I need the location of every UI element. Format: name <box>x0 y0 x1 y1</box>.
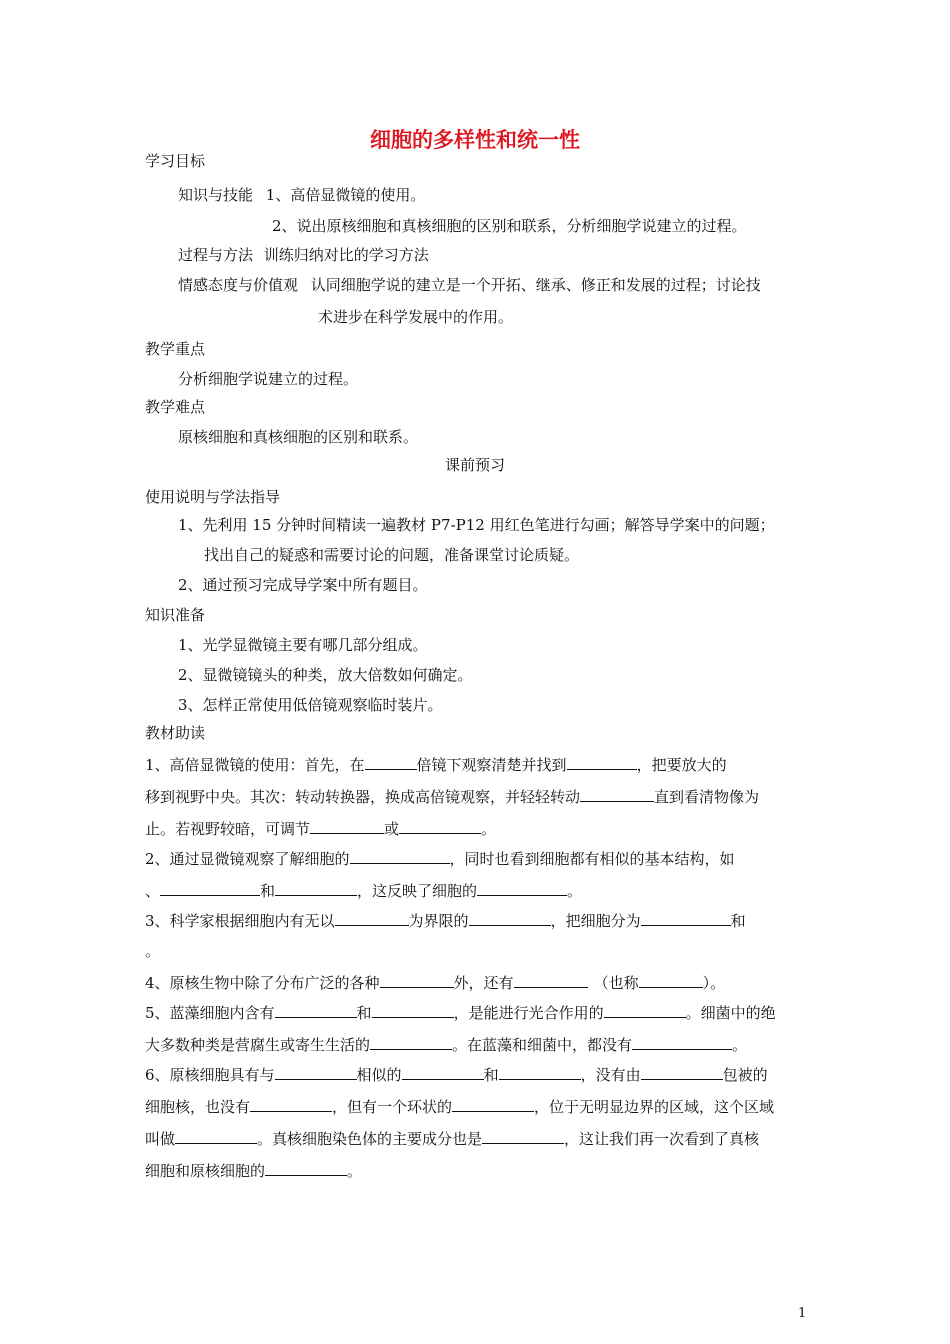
text-segment: 6、原核细胞具有与 <box>145 1066 275 1084</box>
text-segment: 1、高倍显微镜的使用：首先，在 <box>145 756 365 774</box>
usage-item-2: 2、通过预习完成导学案中所有题目。 <box>178 576 428 594</box>
fill-blank[interactable] <box>380 973 454 988</box>
difficulty-text: 原核细胞和真核细胞的区别和联系。 <box>178 428 419 446</box>
text-segment: ）。 <box>702 974 726 992</box>
text-segment: 4、原核生物中除了分布广泛的各种 <box>145 974 380 992</box>
reading-q6-line-3 <box>145 1128 759 1150</box>
reading-q3-line-1 <box>145 910 746 932</box>
text-segment: ，同时也看到细胞都有相似的基本结构，如 <box>449 850 735 868</box>
text-segment: 细胞核，也没有 <box>145 1098 251 1116</box>
fill-blank[interactable] <box>499 1065 581 1080</box>
fill-blank[interactable] <box>350 849 450 864</box>
text-segment: 和 <box>356 1004 372 1022</box>
text-segment: 。 <box>347 1162 363 1180</box>
text-segment: 移到视野中央。其次：转动转换器，换成高倍镜观察，并轻轻转动 <box>145 788 581 806</box>
fill-blank[interactable] <box>580 787 654 802</box>
reading-heading: 教材助读 <box>145 724 206 742</box>
reading-q1-line-3 <box>145 818 496 840</box>
fill-blank[interactable] <box>160 881 260 896</box>
text-segment: 5、蓝藻细胞内含有 <box>145 1004 275 1022</box>
objective-emotion-text-1: 认同细胞学说的建立是一个开拓、继承、修正和发展的过程；讨论技 <box>310 276 761 294</box>
objective-process-text: 训练归纳对比的学习方法 <box>263 246 429 264</box>
difficulty-heading: 教学难点 <box>145 398 206 416</box>
text-segment: 。 <box>732 1036 748 1054</box>
text-segment: 2、通过显微镜观察了解细胞的 <box>145 850 350 868</box>
reading-q5-line-2 <box>145 1034 747 1056</box>
text-segment: 。在蓝藻和细菌中，都没有 <box>452 1036 633 1054</box>
key-point-heading: 教学重点 <box>145 340 206 358</box>
objective-process-label: 过程与方法 <box>178 246 254 264</box>
text-segment: 和 <box>730 912 746 930</box>
text-segment: ，把细胞分为 <box>550 912 641 930</box>
text-segment: 。 <box>481 820 497 838</box>
text-segment: ，把要放大的 <box>636 756 727 774</box>
page-title: 细胞的多样性和统一性 <box>370 128 580 152</box>
text-segment: 相似的 <box>356 1066 402 1084</box>
objective-emotion-text-2: 术进步在科学发展中的作用。 <box>318 308 514 326</box>
text-segment: 3、科学家根据细胞内有无以 <box>145 912 335 930</box>
objective-knowledge-item-1: 1、高倍显微镜的使用。 <box>265 186 426 204</box>
objective-emotion <box>178 274 761 296</box>
reading-q2-line-2 <box>145 880 582 902</box>
preview-heading: 课前预习 <box>444 456 505 474</box>
reading-q1-line-1 <box>145 754 727 776</box>
reading-q2-line-1 <box>145 848 735 870</box>
reading-q4 <box>145 972 725 994</box>
text-segment: ，没有由 <box>580 1066 641 1084</box>
fill-blank[interactable] <box>335 911 409 926</box>
fill-blank[interactable] <box>567 755 637 770</box>
key-point-text: 分析细胞学说建立的过程。 <box>178 370 359 388</box>
text-segment: ，这反映了细胞的 <box>357 882 478 900</box>
usage-item-1-line-2: 找出自己的疑惑和需要讨论的问题，准备课堂讨论质疑。 <box>204 546 580 564</box>
text-segment: 为界限的 <box>408 912 469 930</box>
text-segment: ，这让我们再一次看到了真核 <box>564 1130 760 1148</box>
text-segment: ，是能进行光合作用的 <box>453 1004 604 1022</box>
text-segment: 。 <box>567 882 583 900</box>
text-segment: 包被的 <box>722 1066 768 1084</box>
fill-blank[interactable] <box>641 911 731 926</box>
fill-blank[interactable] <box>175 1129 257 1144</box>
fill-blank[interactable] <box>452 1097 534 1112</box>
objective-knowledge <box>178 184 425 206</box>
text-segment: ，但有一个环状的 <box>332 1098 453 1116</box>
fill-blank[interactable] <box>604 1003 686 1018</box>
objectives-heading: 学习目标 <box>145 152 206 170</box>
page-number: 1 <box>798 1306 807 1321</box>
fill-blank[interactable] <box>275 1065 357 1080</box>
fill-blank[interactable] <box>477 881 567 896</box>
objective-knowledge-label: 知识与技能 <box>178 186 254 204</box>
prep-question-1: 1、光学显微镜主要有哪几部分组成。 <box>178 636 428 654</box>
fill-blank[interactable] <box>275 881 357 896</box>
fill-blank[interactable] <box>399 819 481 834</box>
objective-process <box>178 244 429 266</box>
objective-knowledge-item-2: 2、说出原核细胞和真核细胞的区别和联系，分析细胞学说建立的过程。 <box>272 217 747 235</box>
fill-blank[interactable] <box>469 911 551 926</box>
text-segment: 止。若视野较暗，可调节 <box>145 820 311 838</box>
text-segment: （也称 <box>593 974 639 992</box>
fill-blank[interactable] <box>310 819 384 834</box>
reading-q6-line-2 <box>145 1096 774 1118</box>
text-segment: 倍镜下观察清楚并找到 <box>416 756 567 774</box>
text-segment: 、 <box>145 882 161 900</box>
text-segment: 大多数种类是营腐生或寄生生活的 <box>145 1036 371 1054</box>
fill-blank[interactable] <box>265 1161 347 1176</box>
reading-q3-line-2: 。 <box>145 942 161 960</box>
fill-blank[interactable] <box>275 1003 357 1018</box>
text-segment: 外，还有 <box>453 974 514 992</box>
prep-heading: 知识准备 <box>145 606 206 624</box>
text-segment: 直到看清物像为 <box>654 788 760 806</box>
fill-blank[interactable] <box>514 973 588 988</box>
fill-blank[interactable] <box>641 1065 723 1080</box>
prep-question-3: 3、怎样正常使用低倍镜观察临时装片。 <box>178 696 443 714</box>
text-segment: 叫做 <box>145 1130 176 1148</box>
text-segment: 和 <box>483 1066 499 1084</box>
usage-item-1-line-1: 1、先利用 15 分钟时间精读一遍教材 P7-P12 用红色笔进行勾画；解答导学案中的问题； <box>178 516 775 534</box>
fill-blank[interactable] <box>370 1035 452 1050</box>
reading-q5-line-1 <box>145 1002 776 1024</box>
text-segment: 细胞和原核细胞的 <box>145 1162 266 1180</box>
fill-blank[interactable] <box>372 1003 454 1018</box>
prep-question-2: 2、显微镜镜头的种类，放大倍数如何确定。 <box>178 666 473 684</box>
usage-heading: 使用说明与学法指导 <box>145 488 281 506</box>
fill-blank[interactable] <box>250 1097 332 1112</box>
fill-blank[interactable] <box>482 1129 564 1144</box>
fill-blank[interactable] <box>639 973 703 988</box>
text-segment: 或 <box>384 820 400 838</box>
objective-emotion-label: 情感态度与价值观 <box>178 276 299 294</box>
text-segment: 。真核细胞染色体的主要成分也是 <box>257 1130 483 1148</box>
text-segment: ，位于无明显边界的区域，这个区域 <box>534 1098 775 1116</box>
text-segment: 和 <box>260 882 276 900</box>
fill-blank[interactable] <box>402 1065 484 1080</box>
fill-blank[interactable] <box>632 1035 732 1050</box>
reading-q6-line-1 <box>145 1064 768 1086</box>
fill-blank[interactable] <box>365 755 417 770</box>
reading-q6-line-4 <box>145 1160 362 1182</box>
text-segment: 。细菌中的绝 <box>685 1004 776 1022</box>
reading-q1-line-2 <box>145 786 759 808</box>
